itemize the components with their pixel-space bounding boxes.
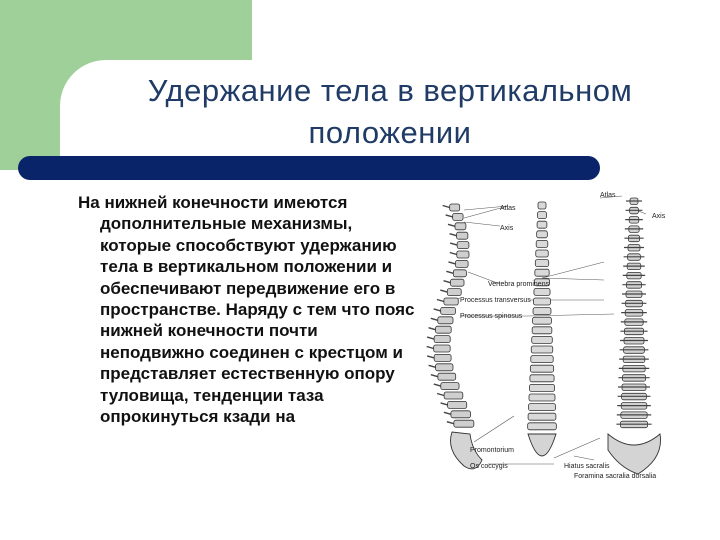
spine-label: Processus spinosus [460,313,523,320]
title-underline-bar [18,156,600,180]
spine-label: Os coccygis [470,463,508,470]
spine-label: Axis [652,213,666,220]
spine-label: Promontorium [470,447,514,454]
spine-label: Processus transversus [460,297,531,304]
slide-title: Удержание тела в вертикальном положении [147,73,633,150]
spine-label: Axis [500,225,514,232]
spine-label: Atlas [500,205,516,212]
spine-label: Hiatus sacralis [564,463,610,470]
spine-label: Vertebra prominens [488,281,550,288]
spine-label: Foramina sacralia dorsalia [574,473,657,480]
spine-label: Atlas [600,192,616,199]
spine-illustration [424,188,682,482]
body-text: На нижней конечности имеются дополнительные механизмы, которые способствуют удержанию тела в вертикальном положении и обеспечивают передвижение его в пространстве. Наряду с тем что пояс нижней конечности почти неподвижно соединен с крестцом и представляет естественную опору туловища, тенденции таза опрокинуться кзади на [78,193,415,427]
